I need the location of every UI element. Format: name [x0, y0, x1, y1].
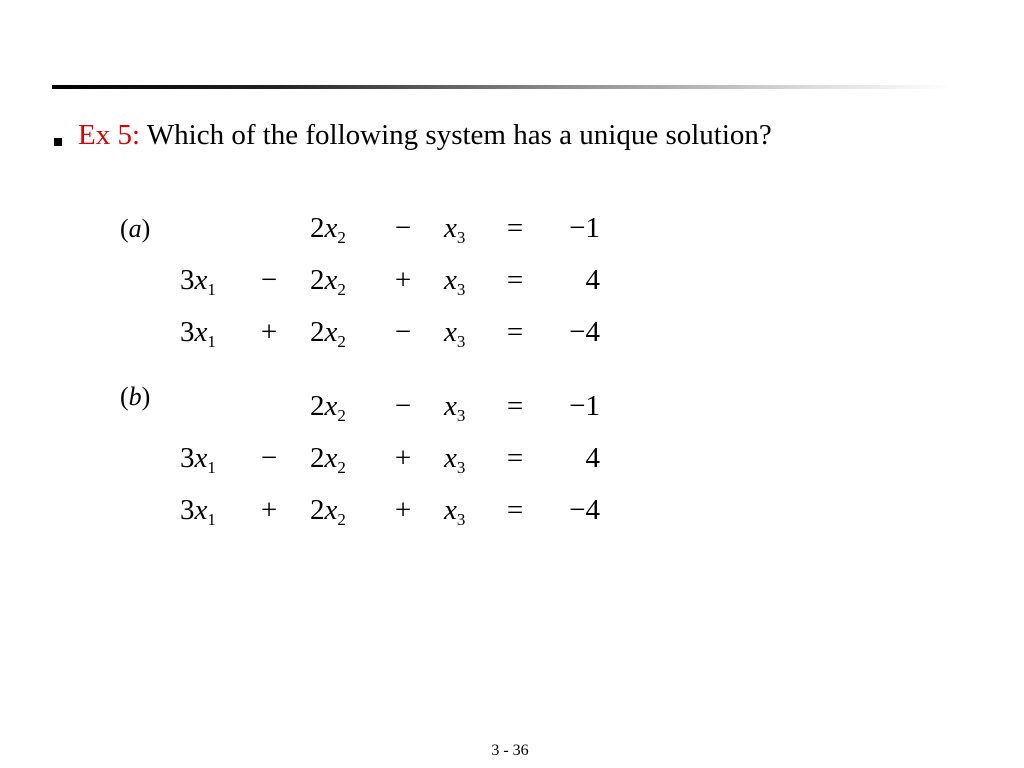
operator: −: [260, 442, 278, 474]
operator: +: [394, 442, 412, 474]
term-x3: $x_3$: [444, 390, 466, 425]
equals-sign: =: [506, 316, 524, 348]
operator: −: [260, 264, 278, 296]
term-x3: $x_3$: [444, 316, 466, 351]
right-hand-side: −4: [569, 494, 600, 526]
example-label: Ex 5:: [78, 119, 141, 151]
right-hand-side: 4: [585, 442, 600, 474]
bullet-icon: [54, 138, 62, 146]
term-x3: $x_3$: [444, 264, 466, 299]
system-label-b: (b): [120, 382, 151, 411]
operator: +: [394, 264, 412, 296]
question-text: Which of the following system has a unique solution?: [146, 119, 772, 151]
term-x1: $3x_1$: [180, 264, 216, 299]
term-x3: $x_3$: [444, 212, 466, 247]
operator: +: [260, 316, 278, 348]
right-hand-side: −1: [569, 212, 600, 244]
term-x2: $2x_2$: [310, 212, 346, 247]
equals-sign: =: [506, 212, 524, 244]
equals-sign: =: [506, 494, 524, 526]
term-x2: $2x_2$: [310, 390, 346, 425]
term-x2: $2x_2$: [310, 264, 346, 299]
equals-sign: =: [506, 390, 524, 422]
term-x1: $3x_1$: [180, 316, 216, 351]
term-x2: $2x_2$: [310, 316, 346, 351]
system-label-a: (a): [120, 214, 151, 243]
operator: −: [394, 390, 412, 422]
term-x1: $3x_1$: [180, 442, 216, 477]
question-line: [78, 119, 772, 152]
right-hand-side: 4: [585, 264, 600, 296]
term-x2: $2x_2$: [310, 494, 346, 529]
term-x2: $2x_2$: [310, 442, 346, 477]
title-divider: [52, 85, 952, 89]
equals-sign: =: [506, 442, 524, 474]
term-x3: $x_3$: [444, 494, 466, 529]
right-hand-side: −1: [569, 390, 600, 422]
term-x1: $3x_1$: [180, 494, 216, 529]
operator: −: [394, 316, 412, 348]
term-x3: $x_3$: [444, 442, 466, 477]
page-number: 3 - 36: [491, 742, 529, 759]
operator: +: [394, 494, 412, 526]
equals-sign: =: [506, 264, 524, 296]
operator: −: [394, 212, 412, 244]
operator: +: [260, 494, 278, 526]
right-hand-side: −4: [569, 316, 600, 348]
